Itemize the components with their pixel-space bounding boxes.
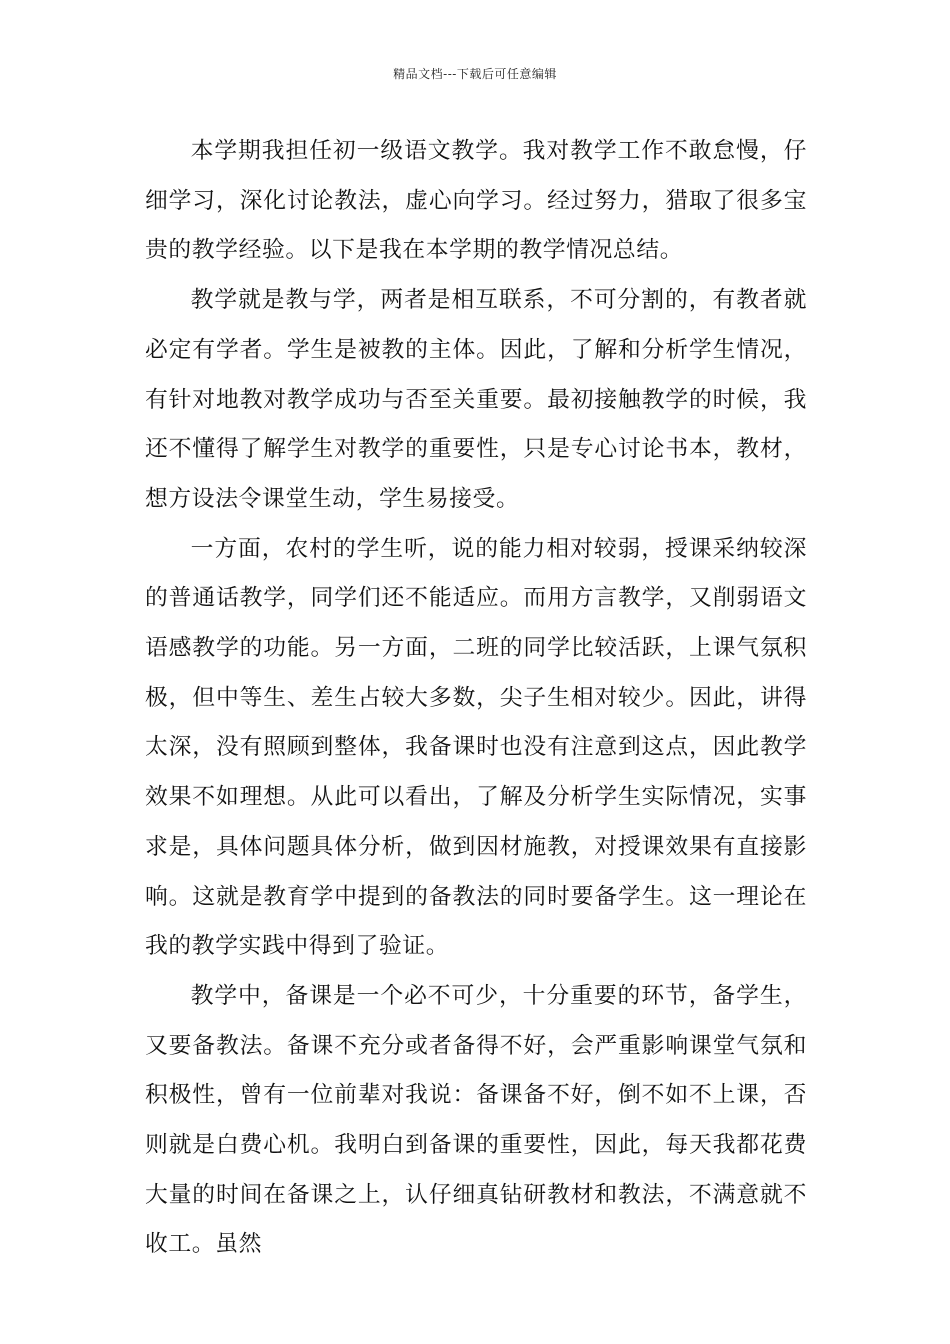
page-header: 精品文档---下载后可任意编辑 [393, 67, 557, 81]
paragraph-4: 教学中，备课是一个必不可少，十分重要的环节，备学生，又要备教法。备课不充分或者备得不好，会严重影响课堂气氛和积极性，曾有一位前辈对我说：备课备不好，倒不如不上课，否则就是白费心机。我明白到备课的重要性，因此，每天我都花费大量的时间在备课之上，认仔细真钻研教材和教法，不满意就不收工。虽然 [145, 982, 807, 1258]
paragraph-2: 教学就是教与学，两者是相互联系，不可分割的，有教者就必定有学者。学生是被教的主体。因此，了解和分析学生情况，有针对地教对教学成功与否至关重要。最初接触教学的时候，我还不懂得了解学生对教学的重要性，只是专心讨论书本，教材，想方设法令课堂生动，学生易接受。 [145, 287, 807, 512]
document-body [145, 127, 807, 1270]
paragraph-1: 本学期我担任初一级语文教学。我对教学工作不敢怠慢，仔细学习，深化讨论教法，虚心向学习。经过努力，猎取了很多宝贵的教学经验。以下是我在本学期的教学情况总结。 [145, 138, 807, 264]
paragraph-3: 一方面，农村的学生听，说的能力相对较弱，授课采纳较深的普通话教学，同学们还不能适应。而用方言教学，又削弱语文语感教学的功能。另一方面，二班的同学比较活跃，上课气氛积极，但中等生、差生占较大多数，尖子生相对较少。因此，讲得太深，没有照顾到整体，我备课时也没有注意到这点，因此教学效果不如理想。从此可以看出，了解及分析学生实际情况，实事求是，具体问题具体分析，做到因材施教，对授课效果有直接影响。这就是教育学中提到的备教法的同时要备学生。这一理论在我的教学实践中得到了验证。 [145, 535, 807, 960]
